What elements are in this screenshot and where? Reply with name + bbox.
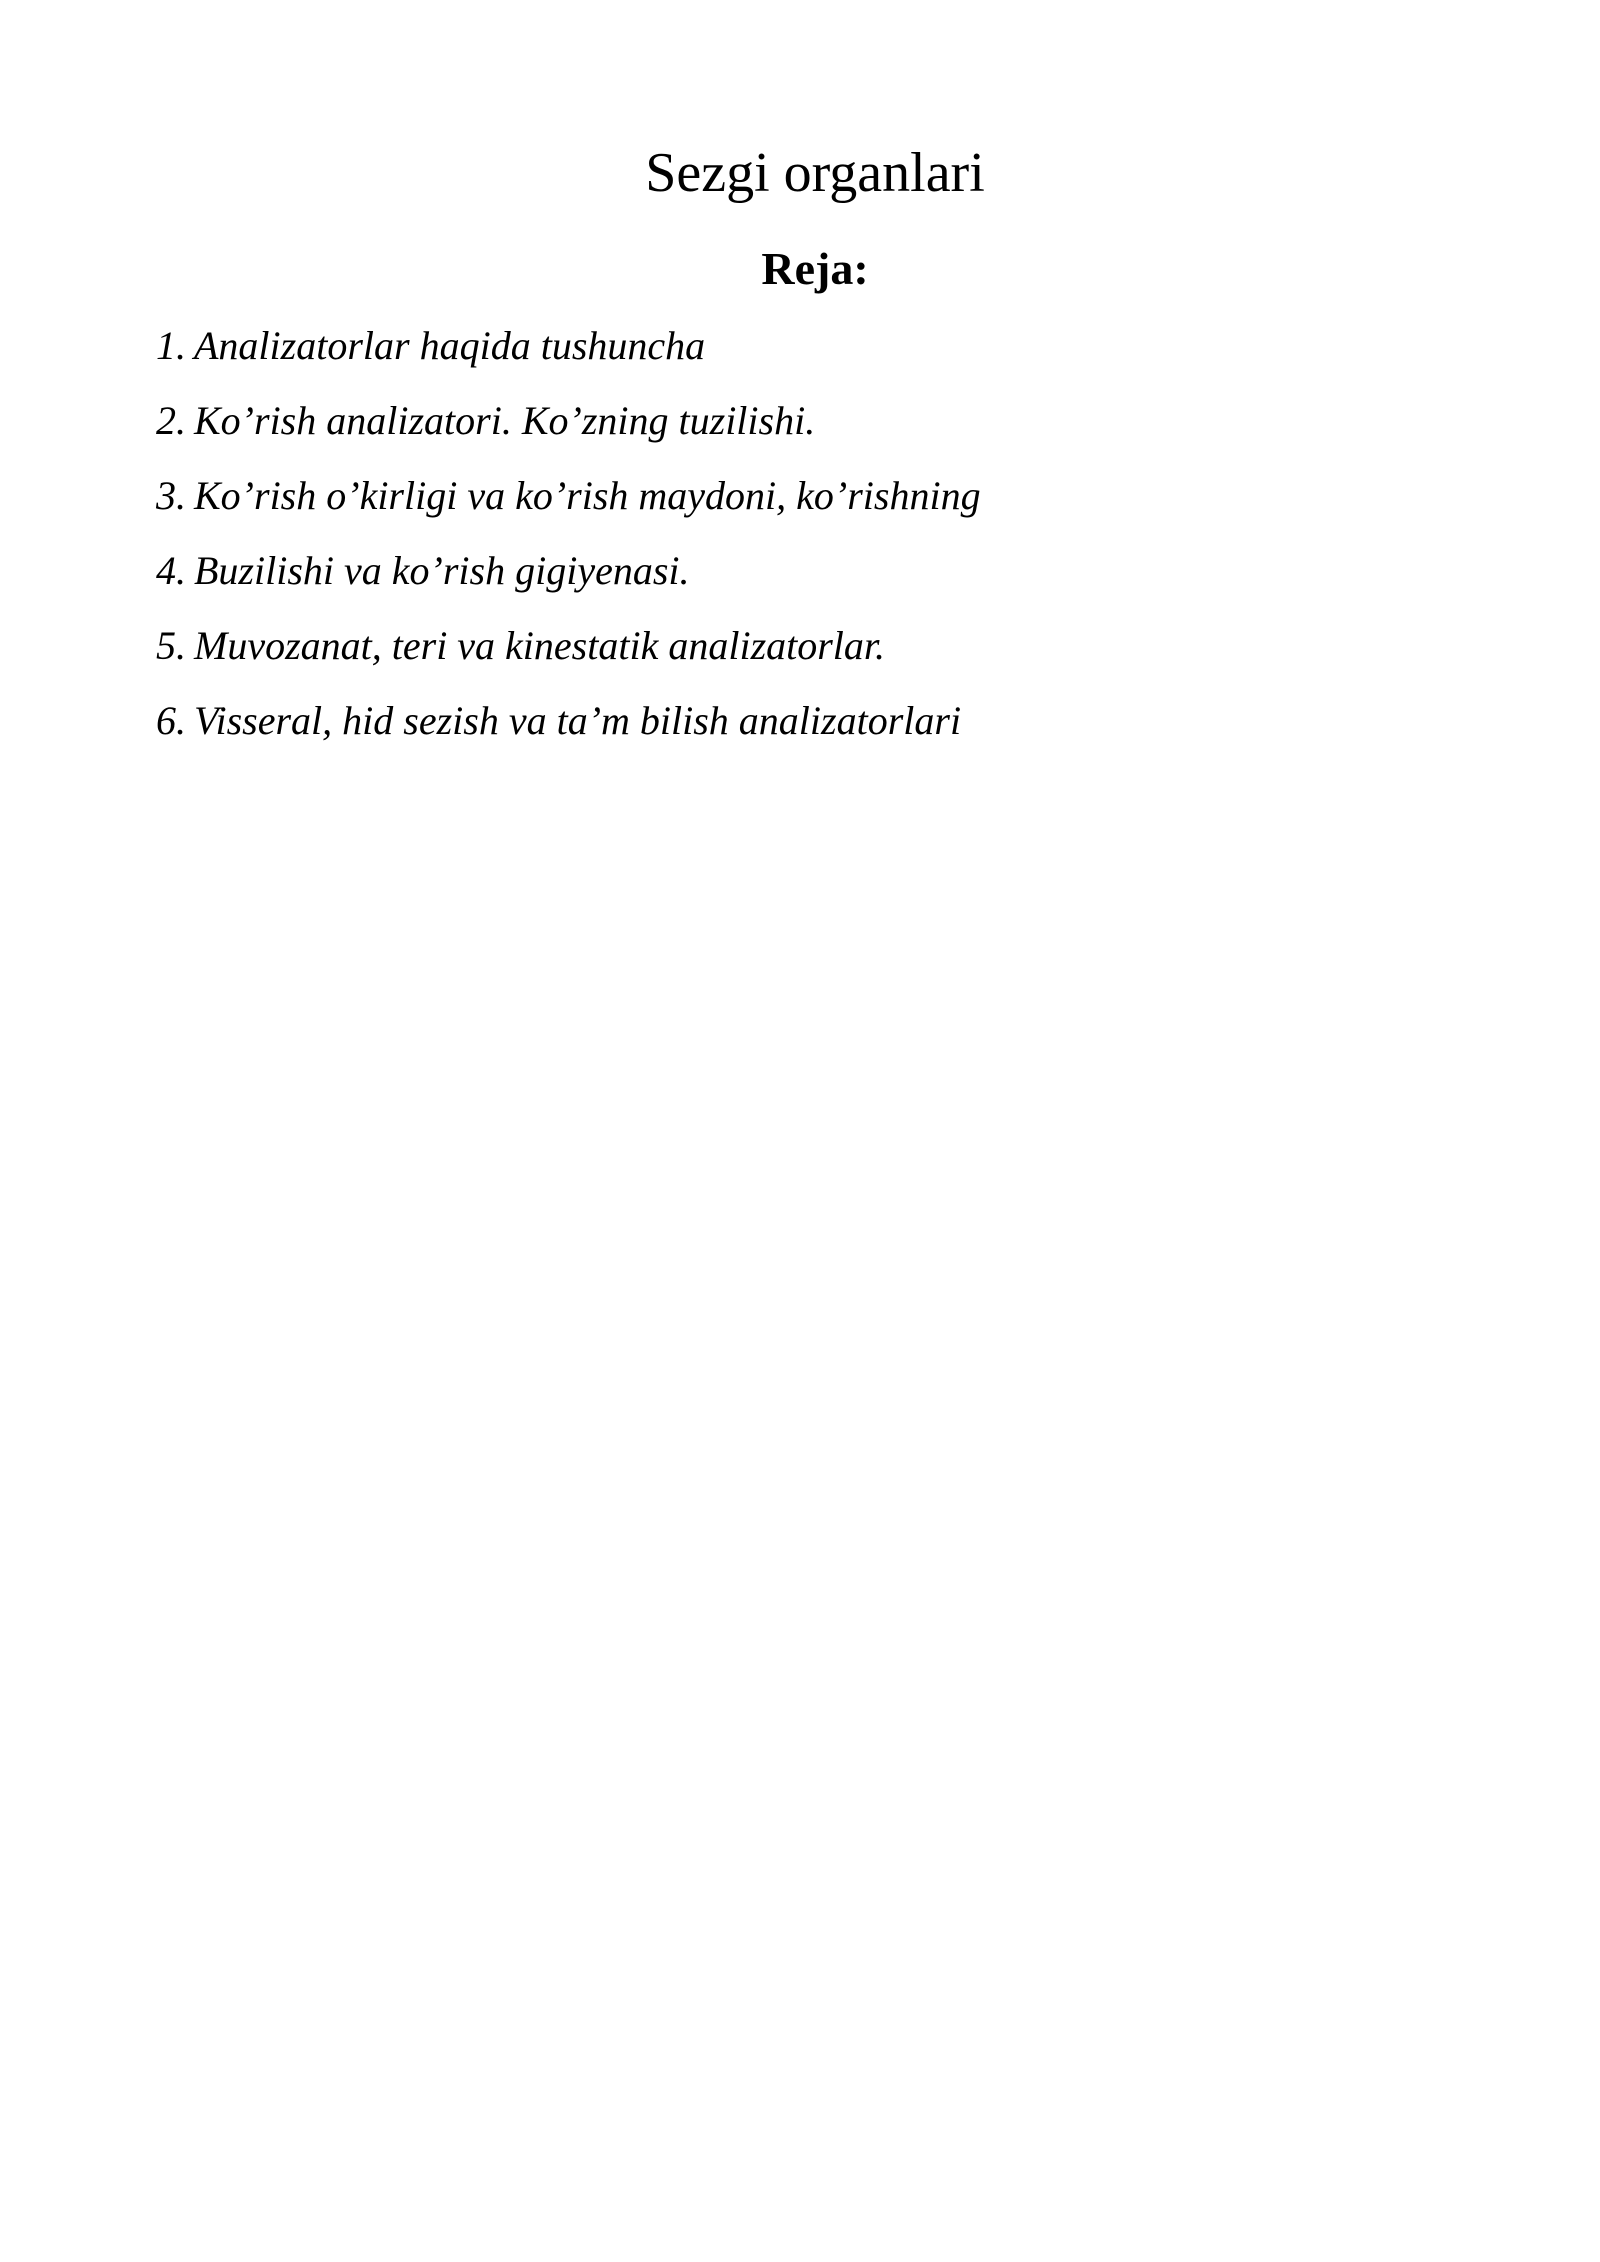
plan-item-number: 2. — [156, 398, 186, 443]
plan-item-4 — [156, 545, 981, 620]
plan-item-3 — [156, 470, 981, 545]
plan-item-text: Ko’rish analizatori. Ko’zning tuzilishi. — [194, 398, 816, 443]
plan-item-text: Muvozanat, teri va kinestatik analizatorlar. — [194, 623, 886, 668]
plan-item-number: 1. — [156, 323, 186, 368]
plan-item-text: Analizatorlar haqida tushuncha — [194, 323, 706, 368]
page-title: Sezgi organlari — [645, 142, 985, 204]
plan-item-number: 4. — [156, 548, 186, 593]
plan-item-2 — [156, 395, 981, 470]
plan-item-number: 6. — [156, 698, 186, 743]
plan-item-number: 5. — [156, 623, 186, 668]
plan-item-text: Buzilishi va ko’rish gigiyenasi. — [194, 548, 690, 593]
plan-list — [156, 320, 981, 770]
plan-item-6 — [156, 695, 981, 770]
plan-item-5 — [156, 620, 981, 695]
plan-item-number: 3. — [156, 473, 186, 518]
plan-item-1 — [156, 320, 981, 395]
plan-heading: Reja: — [761, 243, 869, 294]
plan-item-text: Ko’rish o’kirligi va ko’rish maydoni, ko’rishning — [194, 473, 981, 518]
plan-item-text: Visseral, hid sezish va ta’m bilish analizatorlari — [194, 698, 962, 743]
